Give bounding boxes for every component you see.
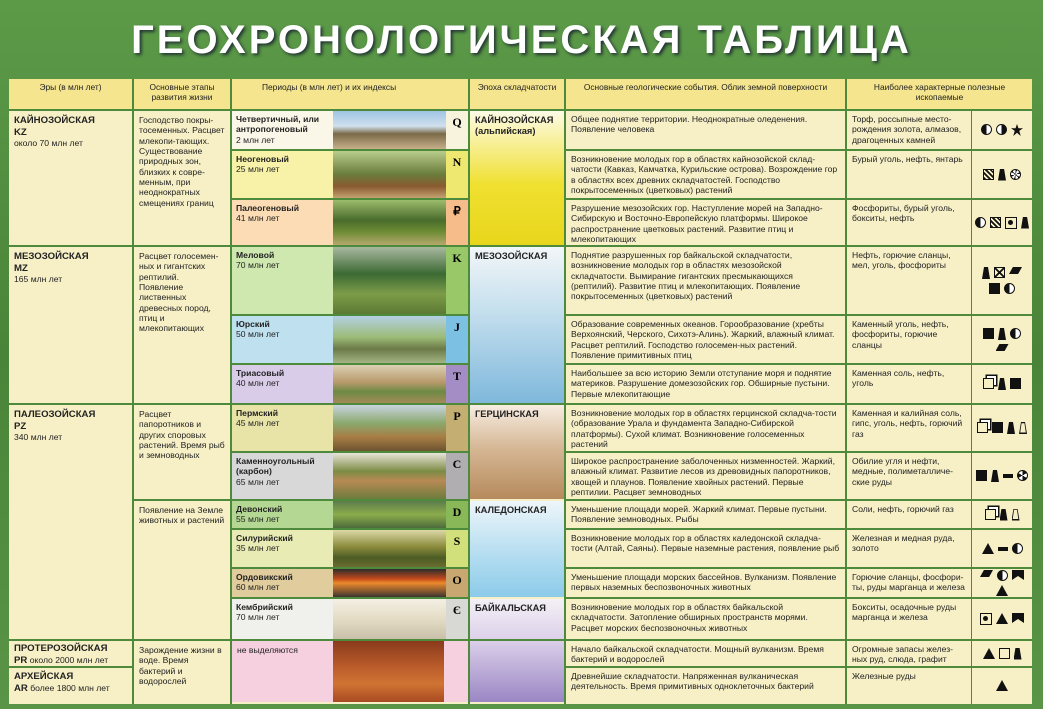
halfc-icon xyxy=(1012,543,1023,554)
tri-icon xyxy=(982,543,994,554)
event-cell: Широкое распространение заболоченных низменностей. Жаркий, влажный климат. Развитие лесов из древовидных папоротников, хвощей и плаунов. Появление хвойных растений. Первые рептилии. Расцвет земноводных xyxy=(571,456,835,497)
period-index: C xyxy=(446,453,468,499)
mineral-cell: Горючие сланцы, фосфори-ты, руды марганца и железа xyxy=(852,572,965,593)
halfc-icon xyxy=(997,570,1008,581)
era-paleozoic xyxy=(9,405,132,639)
event-cell: Возникновение молодых гор в областях байкальской складчатости. Затопление обширных пространств морями. Расцвет морских беспозвоночных животных xyxy=(571,602,808,633)
sq-icon xyxy=(989,283,1000,294)
period-index: T xyxy=(446,365,468,403)
epoch-name: МЕЗОЗОЙСКАЯ xyxy=(475,251,548,261)
period-cell xyxy=(232,405,333,451)
period-landscape-image xyxy=(333,151,446,198)
era-age: 165 млн лет xyxy=(14,274,63,284)
para-icon xyxy=(1009,267,1022,274)
sqx-icon xyxy=(994,267,1005,278)
header-epochs: Эпоха складчатости xyxy=(470,79,564,109)
mineral-cell: Огромные запасы желез-ных руд, слюда, графит xyxy=(852,644,954,665)
event-cell: Возникновение молодых гор в областях каледонской складча-тости (Алтай, Саяны). Первые наземные растения, появление рыб xyxy=(571,533,840,554)
mineral-symbols xyxy=(972,200,1032,245)
trap-icon xyxy=(1007,422,1015,434)
era-archean xyxy=(9,668,132,702)
para-icon xyxy=(996,344,1009,351)
era-code: KZ xyxy=(14,126,27,138)
period-cell xyxy=(232,151,333,198)
header-eras: Эры (в млн лет) xyxy=(9,79,132,109)
bar-icon xyxy=(998,547,1008,551)
period-cell xyxy=(232,111,333,149)
mineral-symbols xyxy=(972,641,1032,666)
period-landscape-image xyxy=(333,365,446,403)
era-age: около 2000 млн лет xyxy=(29,654,109,665)
stage-mesozoic: Расцвет голосемен-ных и гигантских рептилий. Появление лиственных древесных пород, птиц и млекопитающих xyxy=(139,251,219,334)
cube-icon xyxy=(977,422,988,433)
bar-icon xyxy=(1003,474,1013,478)
period-name: Девонский xyxy=(236,504,283,514)
mineral-symbols xyxy=(972,151,1032,198)
era-code: MZ xyxy=(14,262,28,274)
era-cenozoic xyxy=(9,111,132,245)
flag-icon xyxy=(1012,613,1024,623)
mineral-cell: Железные руды xyxy=(852,671,916,681)
period-age: 40 млн лет xyxy=(236,378,280,389)
period-cell xyxy=(232,599,333,639)
event-cell: Древнейшие складчатости. Напряженная вулканическая деятельность. Время примитивных одноклеточных бактерий xyxy=(571,671,814,692)
period-index: P xyxy=(446,405,468,451)
mineral-symbols xyxy=(972,111,1032,149)
sqh-icon xyxy=(983,169,994,180)
index-blank xyxy=(446,641,468,702)
mineral-cell: Каменный уголь, нефть, фосфориты, горючие сланцы xyxy=(852,319,949,350)
mineral-cell: Торф, россыпные место-рождения золота, алмазов, драгоценных камней xyxy=(852,114,962,145)
period-age: 25 млн лет xyxy=(236,164,280,175)
era-code: AR xyxy=(14,682,28,694)
event-cell: Поднятие разрушенных гор байкальской складчатости, возникновение молодых гор в областях мезозойской складчатости. Вымирание гигантских пресмыкающихся (рептилий). Развитие птиц и млекопитающих. Появление покрытосеменных (цветковых) растений xyxy=(571,250,801,302)
era-name: ПАЛЕОЗОЙСКАЯ xyxy=(14,409,96,420)
sq-icon xyxy=(992,422,1003,433)
trap-icon xyxy=(998,169,1006,181)
period-age: 45 млн лет xyxy=(236,418,280,429)
trap-icon xyxy=(982,267,990,279)
sq-icon xyxy=(1010,378,1021,389)
period-landscape-image xyxy=(333,316,446,363)
flag-icon xyxy=(1012,570,1024,580)
para-icon xyxy=(980,570,993,577)
geochronological-table xyxy=(9,79,1032,704)
epoch-mesozoic xyxy=(470,247,564,403)
period-landscape-image xyxy=(333,501,446,528)
event-cell: Общее поднятие территории. Неоднократные оледенения. Появление человека xyxy=(571,114,808,135)
mineral-cell: Бурый уголь, нефть, янтарь xyxy=(852,154,963,164)
period-name: Неогеновый xyxy=(236,154,289,164)
era-age: 340 млн лет xyxy=(14,432,63,442)
mark-icon xyxy=(1005,217,1017,229)
halfc-icon xyxy=(975,217,986,228)
stage-cenozoic: Господство покры-тосеменных. Расцвет млекопи-тающих. Существование природных зон, близких к совре-менным, при неоднократных смещениях границ xyxy=(139,115,225,208)
stage-late-paleozoic: Расцвет папоротников и других споровых растений. Время рыб и земноводных xyxy=(139,409,225,461)
period-name: Триасовый xyxy=(236,368,285,378)
mineral-cell: Соли, нефть, горючий газ xyxy=(852,504,954,514)
event-cell: Уменьшение площади морей. Жаркий климат. Первые пустыни. Появление земноводных. Рыбы xyxy=(571,504,827,525)
sqh-icon xyxy=(990,217,1001,228)
period-cell xyxy=(232,453,333,499)
mineral-symbols xyxy=(972,599,1032,639)
period-cell xyxy=(232,316,333,363)
period-landscape-image xyxy=(333,453,446,499)
mineral-cell: Железная и медная руда, золото xyxy=(852,533,955,554)
trap-icon xyxy=(998,378,1006,390)
mineral-cell: Бокситы, осадочные руды марганца и железа xyxy=(852,602,957,623)
stage-precambrian: Зарождение жизни в воде. Время бактерий и водорослей xyxy=(139,645,222,686)
epoch-alpine xyxy=(470,111,564,245)
rad-icon xyxy=(1017,470,1028,481)
period-age: 70 млн лет xyxy=(236,260,280,271)
period-cell xyxy=(232,569,333,597)
event-cell: Образование современных океанов. Горообразование (хребты Верхоянский, Черского, Сихотэ-Алинь). Жаркий, влажный климат. Расцвет рептилий. Господство голосемен-ных растений. Появление примитивных птиц xyxy=(571,319,835,360)
mineral-cell: Обилие угля и нефти, медные, полиметалличе-ские руды xyxy=(852,456,954,487)
period-cell xyxy=(232,200,333,245)
header-events: Основные геологические события. Облик земной поверхности xyxy=(566,79,845,109)
period-name: Кембрийский xyxy=(236,602,293,612)
period-age: 41 млн лет xyxy=(236,213,280,224)
event-cell: Возникновение молодых гор в областях герцинской складча-тости (образование Урала и фундамента Западно-Сибирской платформы). Сухой климат. Возникновение голосеменных растений xyxy=(571,408,837,449)
era-age: около 70 млн лет xyxy=(14,138,83,148)
trap-icon xyxy=(1000,509,1008,521)
mineral-cell: Нефть, горючие сланцы, мел, уголь, фосфориты xyxy=(852,250,951,271)
era-code: PZ xyxy=(14,420,27,432)
epoch-caledonian xyxy=(470,501,564,597)
sq-icon xyxy=(983,328,994,339)
period-name: Силурийский xyxy=(236,533,293,543)
period-landscape-image xyxy=(333,405,446,451)
mineral-symbols xyxy=(972,530,1032,567)
mineral-symbols xyxy=(972,405,1032,451)
mineral-cell: Фосфориты, бурый уголь, бокситы, нефть xyxy=(852,203,955,224)
event-cell: Начало байкальской складчатости. Мощный вулканизм. Время бактерий и водорослей xyxy=(571,644,824,665)
era-mesozoic xyxy=(9,247,132,403)
period-index: Є xyxy=(446,599,468,639)
period-landscape-image xyxy=(333,111,446,149)
era-name: ПРОТЕРОЗОЙСКАЯ xyxy=(14,643,108,654)
halfc2-icon xyxy=(996,124,1007,135)
mineral-symbols xyxy=(972,316,1032,363)
halfc-icon xyxy=(1004,283,1015,294)
period-cell xyxy=(232,247,333,314)
period-cell xyxy=(232,530,333,567)
mineral-symbols xyxy=(972,501,1032,528)
period-cell xyxy=(232,501,333,528)
period-landscape-image xyxy=(333,599,446,639)
trap-icon xyxy=(1014,648,1022,660)
trap-icon xyxy=(991,470,999,482)
period-index: Q xyxy=(446,111,468,149)
period-landscape-image xyxy=(333,569,446,597)
star-icon xyxy=(1011,124,1023,136)
era-age: более 1800 млн лет xyxy=(30,682,110,693)
period-name: Четвертичный, или антропогеновый xyxy=(236,114,320,135)
tri-icon xyxy=(983,648,995,659)
header-minerals: Наиболее характерные полезные ископаемые xyxy=(847,79,1032,109)
era-name: МЕЗОЗОЙСКАЯ xyxy=(14,251,89,262)
halfc-icon xyxy=(981,124,992,135)
period-age: 55 млн лет xyxy=(236,514,280,525)
period-name: Каменноугольный (карбон) xyxy=(236,456,315,477)
trap-icon xyxy=(998,328,1006,340)
event-cell: Возникновение молодых гор в областях кайнозойской склад-чатости (Кавказ, Камчатка, Курильские острова). Возрождение гор в областях всех древних складчатостей. Господство покрытосеменных (цветковых) растений xyxy=(571,154,838,195)
period-landscape-image xyxy=(333,247,446,314)
period-landscape-image xyxy=(333,530,446,567)
trapo-icon xyxy=(1019,422,1027,434)
period-index: D xyxy=(446,501,468,528)
epoch-name: КАЙНОЗОЙСКАЯ (альпийская) xyxy=(475,115,554,137)
sun-icon xyxy=(1010,169,1021,180)
epoch-hercynian xyxy=(470,405,564,499)
tri-icon xyxy=(996,680,1008,691)
period-index: ₽ xyxy=(446,200,468,245)
mineral-symbols xyxy=(972,247,1032,314)
mineral-symbols xyxy=(972,668,1032,702)
event-cell: Разрушение мезозойских гор. Наступление морей на Западно-Сибирскую и Восточно-Европейскую платформы. Широкое распространение цветковых растений. Развитие птиц и млекопитающих xyxy=(571,203,823,244)
period-age: 70 млн лет xyxy=(236,612,280,623)
era-name: АРХЕЙСКАЯ xyxy=(14,671,74,682)
mineral-symbols xyxy=(972,453,1032,499)
cube-icon xyxy=(985,509,996,520)
tri-icon xyxy=(996,585,1008,596)
halfc-icon xyxy=(1010,328,1021,339)
period-note: не выделяются xyxy=(237,645,298,655)
period-landscape-image xyxy=(333,200,446,245)
mineral-cell: Каменная и калийная соль, гипс, уголь, нефть, горючий газ xyxy=(852,408,963,439)
epoch-name: БАЙКАЛЬСКАЯ xyxy=(475,603,546,613)
period-index: O xyxy=(446,569,468,597)
epoch-name: ГЕРЦИНСКАЯ xyxy=(475,409,539,419)
epoch-name: КАЛЕДОНСКАЯ xyxy=(475,505,547,515)
cube-icon xyxy=(983,378,994,389)
period-age: 35 млн лет xyxy=(236,543,280,554)
era-proterozoic xyxy=(9,641,132,666)
precambrian-landscape-image xyxy=(333,641,444,702)
era-code: PR xyxy=(14,654,28,666)
era-name: КАЙНОЗОЙСКАЯ xyxy=(14,115,95,126)
period-index: S xyxy=(446,530,468,567)
period-name: Юрский xyxy=(236,319,270,329)
period-name: Ордовикский xyxy=(236,572,293,582)
period-name: Палеогеновый xyxy=(236,203,300,213)
period-index: N xyxy=(446,151,468,198)
header-periods: Периоды (в млн лет) и их индексы xyxy=(232,79,468,109)
tri-icon xyxy=(996,613,1008,624)
period-name: Пермский xyxy=(236,408,278,418)
sq-icon xyxy=(976,470,987,481)
mineral-cell: Каменная соль, нефть, уголь xyxy=(852,368,945,389)
header-stages: Основные этапы развития жизни xyxy=(134,79,230,109)
trapo-icon xyxy=(1012,509,1020,521)
period-age: 60 млн лет xyxy=(236,582,280,593)
event-cell: Уменьшение площади морских бассейнов. Вулканизм. Появление первых наземных беспозвоночных животных xyxy=(571,572,837,593)
sqo-icon xyxy=(999,648,1010,659)
period-age: 50 млн лет xyxy=(236,329,280,340)
event-cell: Наибольшее за всю историю Земли отступание моря и поднятие материков. Разрушение домезозойских гор. Обширные пустыни. Первые млекопитающие xyxy=(571,368,832,399)
period-index: K xyxy=(446,247,468,314)
mineral-symbols xyxy=(972,569,1032,597)
mark-icon xyxy=(980,613,992,625)
period-age: 65 млн лет xyxy=(236,476,280,487)
trap-icon xyxy=(1021,217,1029,229)
page-title: ГЕОХРОНОЛОГИЧЕСКАЯ ТАБЛИЦА xyxy=(131,18,912,62)
epoch-baikal xyxy=(470,599,564,702)
period-age: 2 млн лет xyxy=(236,134,275,145)
period-name: Меловой xyxy=(236,250,275,260)
period-index: J xyxy=(446,316,468,363)
stage-early-paleozoic: Появление на Земле животных и растений xyxy=(139,505,225,526)
period-cell xyxy=(232,365,333,403)
mineral-symbols xyxy=(972,365,1032,403)
